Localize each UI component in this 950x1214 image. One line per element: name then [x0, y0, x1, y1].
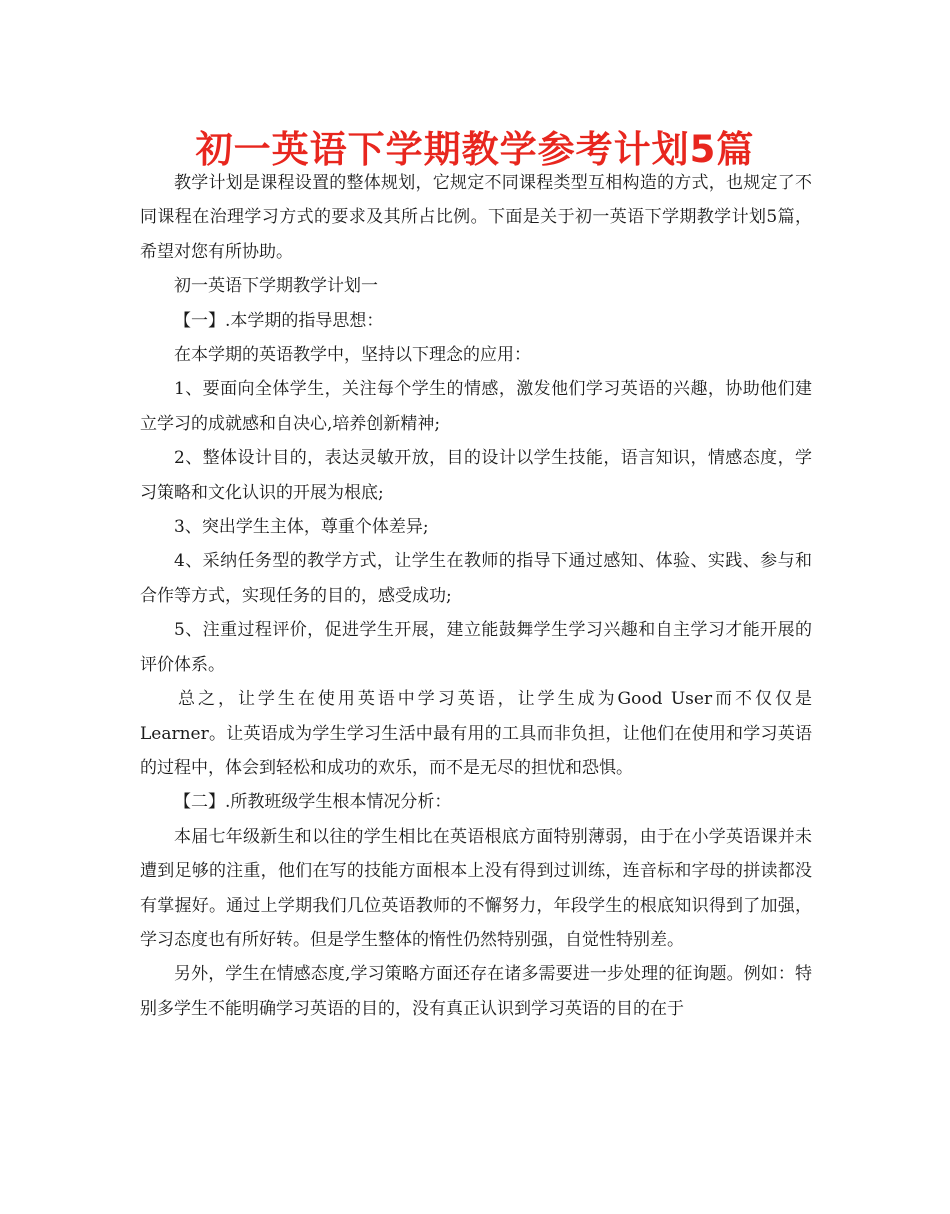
- heading-student-analysis: 【二】.所教班级学生根本情况分析：: [174, 792, 452, 813]
- list-item: 2、整体设计目的，表达灵敏开放，目的设计以学生技能，语言知识，情感态度，学习策略和文化认识的开展为根底;: [140, 448, 812, 503]
- heading-guiding-thought: 【一】.本学期的指导思想：: [174, 310, 384, 331]
- document-body: [140, 166, 812, 1026]
- list-item: 3、突出学生主体，尊重个体差异;: [174, 517, 429, 538]
- section-heading-plan-one: 初一英语下学期教学计划一: [174, 276, 378, 297]
- paragraph: 在本学期的英语教学中，坚持以下理念的应用：: [174, 345, 531, 366]
- list-item: 5、注重过程评价，促进学生开展，建立能鼓舞学生学习兴趣和自主学习才能开展的评价体系。: [140, 620, 812, 675]
- list-item: 4、采纳任务型的教学方式，让学生在教师的指导下通过感知、体验、实践、参与和合作等方式，实现任务的目的，感受成功;: [140, 551, 812, 606]
- summary-paragraph: 总之，让学生在使用英语中学习英语，让学生成为Good User而不仅仅是Learner。让英语成为学生学习生活中最有用的工具而非负担，让他们在使用和学习英语的过程中，体会到轻松和成功的欢乐，而不是无尽的担忧和恐惧。: [140, 689, 812, 778]
- intro-paragraph: 教学计划是课程设置的整体规划，它规定不同课程类型互相构造的方式，也规定了不同课程在治理学习方式的要求及其所占比例。下面是关于初一英语下学期教学计划5篇，希望对您有所协助。: [140, 173, 812, 262]
- paragraph: 本届七年级新生和以往的学生相比在英语根底方面特别薄弱，由于在小学英语课并未遭到足够的注重，他们在写的技能方面根本上没有得到过训练，连音标和字母的拼读都没有掌握好。通过上学期我们几位英语教师的不懈努力，年段学生的根底知识得到了加强，学习态度也有所好转。但是学生整体的惰性仍然特别强，自觉性特别差。: [140, 826, 812, 950]
- paragraph: 另外，学生在情感态度,学习策略方面还存在诸多需要进一步处理的征询题。例如：特别多学生不能明确学习英语的目的，没有真正认识到学习英语的目的在于: [140, 964, 812, 1019]
- list-item: 1、要面向全体学生，关注每个学生的情感，激发他们学习英语的兴趣，协助他们建立学习的成就感和自决心,培养创新精神;: [140, 379, 812, 434]
- document-title: 初一英语下学期教学参考计划5篇: [195, 128, 755, 171]
